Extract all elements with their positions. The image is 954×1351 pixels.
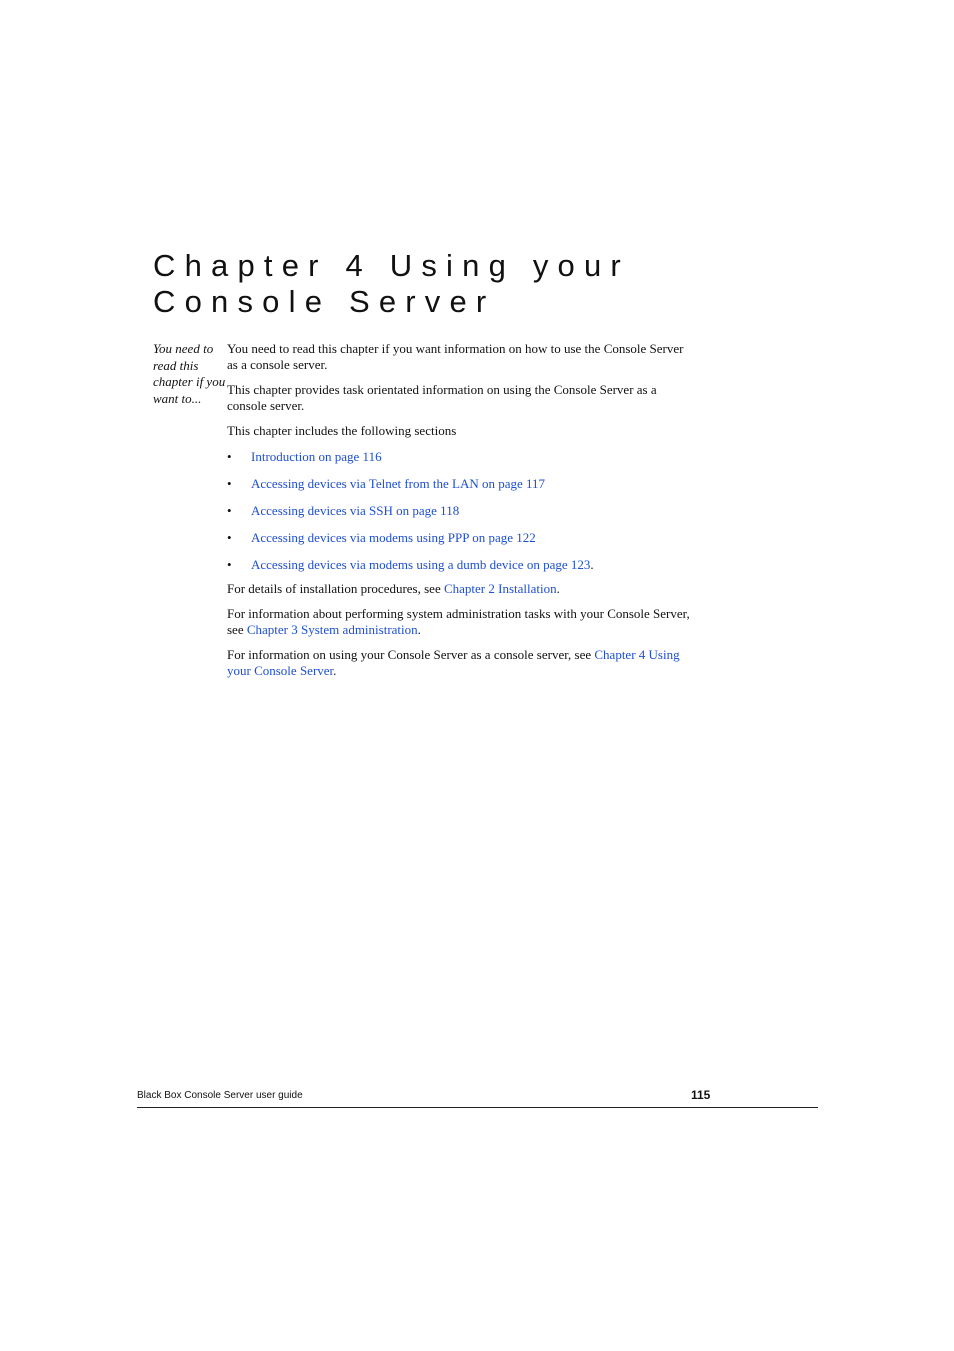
- section-list: [227, 449, 697, 573]
- bullet: •: [227, 449, 232, 464]
- paragraph-text: For details of installation procedures, see: [227, 581, 444, 596]
- link-chapter-3-system-administration[interactable]: Chapter 3 System administration: [246, 622, 418, 637]
- list-item: [227, 476, 697, 492]
- section-link-ppp[interactable]: Accessing devices via modems using PPP on page 122: [251, 530, 536, 545]
- footer-page-number: 115: [691, 1088, 711, 1102]
- footer-guide-title: Black Box Console Server user guide: [137, 1090, 303, 1101]
- chapter-intro: [227, 341, 697, 688]
- section-link-dumb-device[interactable]: Accessing devices via modems using a dumb device on page 123: [251, 557, 591, 572]
- section-link-introduction[interactable]: Introduction on page 116: [251, 449, 382, 464]
- link-chapter-4-using-console-server[interactable]: Chapter 4 Using your Console Server: [227, 647, 680, 678]
- list-item: [227, 503, 697, 519]
- bullet: •: [227, 530, 232, 545]
- paragraph-text: .: [333, 663, 337, 678]
- footer-rule: [137, 1107, 818, 1108]
- console-paragraph: [227, 647, 697, 679]
- list-item: [227, 557, 697, 573]
- paragraph-text: For information about performing system administration tasks with your Console Server, see: [227, 606, 690, 637]
- bullet: •: [227, 557, 232, 572]
- list-item: [227, 530, 697, 546]
- side-note: You need to read this chapter if you want to...: [153, 341, 226, 406]
- intro-paragraph-1: You need to read this chapter if you want information on how to use the Console Server as a console server.: [227, 341, 684, 372]
- bullet: •: [227, 503, 232, 518]
- sections-lead-paragraph: This chapter includes the following sections: [227, 423, 457, 438]
- link-chapter-2-installation[interactable]: Chapter 2 Installation: [443, 581, 557, 596]
- paragraph-text: .: [556, 581, 560, 596]
- paragraph-text: .: [417, 622, 421, 637]
- admin-paragraph: [227, 606, 697, 638]
- section-link-ssh[interactable]: Accessing devices via SSH on page 118: [251, 503, 460, 518]
- list-item: [227, 449, 697, 465]
- section-link-telnet[interactable]: Accessing devices via Telnet from the LAN on page 117: [251, 476, 546, 491]
- link-suffix: .: [590, 557, 594, 572]
- chapter-title: Chapter 4 Using your Console Server: [153, 248, 630, 319]
- paragraph-text: For information on using your Console Server as a console server, see: [227, 647, 595, 662]
- installation-paragraph: [227, 581, 697, 597]
- intro-paragraph-2: This chapter provides task orientated information on using the Console Server as a console server.: [227, 382, 657, 413]
- bullet: •: [227, 476, 232, 491]
